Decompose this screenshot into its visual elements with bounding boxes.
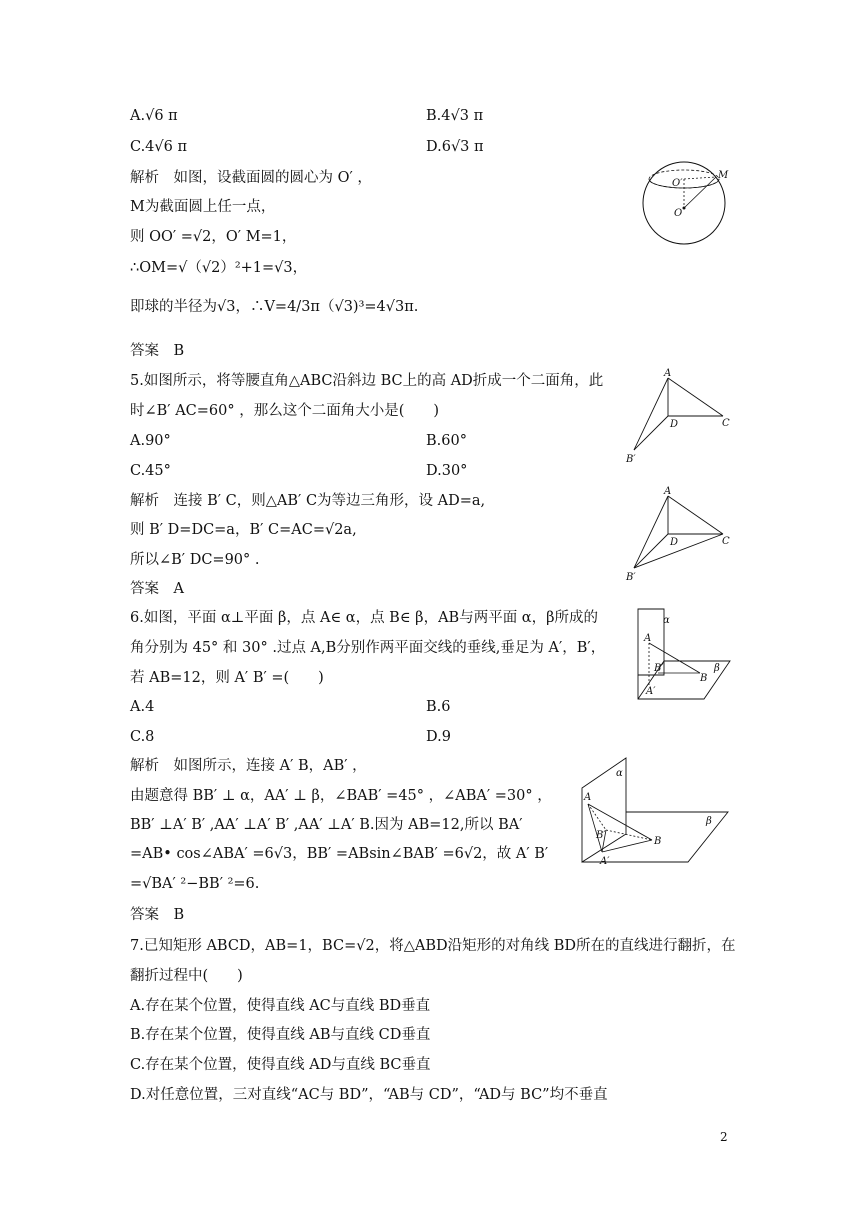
planes-solution-figure bbox=[576, 754, 736, 874]
figure-label: D bbox=[670, 537, 679, 548]
q6-option-c: C.8 bbox=[130, 729, 155, 745]
figure-label: A′ bbox=[646, 686, 656, 697]
q6-stem-line: 6.如图，平面 α⊥平面 β，点 A∈ α，点 B∈ β，AB与两平面 α，β所成的 bbox=[130, 610, 598, 626]
q7-stem-line: 翻折过程中( ) bbox=[130, 968, 243, 984]
figure-label: B′ bbox=[596, 830, 606, 841]
figure-label: α bbox=[616, 768, 623, 779]
q6-analysis-line: =√BA′ ²−BB′ ²=6. bbox=[130, 876, 260, 892]
q5-option-b: B.60° bbox=[426, 433, 467, 449]
q6-option-a: A.4 bbox=[130, 699, 155, 715]
q7-option: A.存在某个位置，使得直线 AC与直线 BD垂直 bbox=[130, 998, 431, 1014]
q5-stem-line: 5.如图所示，将等腰直角△ABC沿斜边 BC上的高 AD折成一个二面角，此 bbox=[130, 373, 604, 389]
figure-label: O bbox=[674, 208, 683, 219]
q7-option: D.对任意位置，三对直线“AC与 BD”，“AB与 CD”，“AD与 BC”均不垂直 bbox=[130, 1087, 608, 1103]
q4-option-c: C.4√6 π bbox=[130, 139, 188, 155]
q5-analysis-line: 所以∠B′ DC=90° . bbox=[130, 552, 260, 568]
figure-label: D bbox=[670, 419, 679, 430]
q5-analysis-line: 解析 连接 B′ C，则△AB′ C为等边三角形，设 AD=a, bbox=[130, 493, 486, 509]
q6-answer: 答案 B bbox=[130, 907, 185, 923]
figure-label: α bbox=[663, 615, 670, 626]
figure-label: B′ bbox=[654, 663, 664, 674]
dihedral-solution-figure bbox=[620, 484, 735, 584]
q6-analysis-line: =AB• cos∠ABA′ =6√3，BB′ =ABsin∠BAB′ =6√2，故 A′ B′ bbox=[130, 846, 549, 862]
figure-label: β bbox=[706, 816, 712, 827]
figure-label: A bbox=[664, 486, 672, 497]
q6-option-b: B.6 bbox=[426, 699, 451, 715]
q6-option-d: D.9 bbox=[426, 729, 451, 745]
q5-answer: 答案 A bbox=[130, 581, 184, 597]
figure-label: M bbox=[718, 170, 729, 181]
q4-analysis-line: ∴OM=√（√2）²+1=√3， bbox=[130, 260, 308, 276]
figure-label: B bbox=[654, 836, 662, 847]
dihedral-figure bbox=[620, 366, 735, 466]
q7-option: C.存在某个位置，使得直线 AD与直线 BC垂直 bbox=[130, 1057, 431, 1073]
figure-label: B bbox=[700, 673, 708, 684]
figure-label: B′ bbox=[626, 454, 636, 465]
q5-option-c: C.45° bbox=[130, 463, 171, 479]
q7-stem-line: 7.已知矩形 ABCD，AB=1，BC=√2，将△ABD沿矩形的对角线 BD所在的直线进行翻折，在 bbox=[130, 938, 736, 954]
q4-answer: 答案 B bbox=[130, 343, 185, 359]
q4-analysis-line: M为截面圆上任一点， bbox=[130, 199, 276, 215]
q4-analysis-line: 即球的半径为√3，∴V=4/3π（√3)³=4√3π. bbox=[130, 299, 419, 315]
figure-label: A bbox=[584, 792, 592, 803]
sphere-figure bbox=[636, 158, 736, 248]
q6-stem-line: 角分别为 45° 和 30° .过点 A,B分别作两平面交线的垂线,垂足为 A′，B′， bbox=[130, 640, 606, 656]
q4-option-a: A.√6 π bbox=[130, 108, 178, 124]
q5-analysis-line: 则 B′ D=DC=a，B′ C=AC=√2a, bbox=[130, 522, 357, 538]
q4-option-b: B.4√3 π bbox=[426, 108, 484, 124]
figure-label: B′ bbox=[626, 572, 636, 583]
figure-label: β bbox=[714, 663, 720, 674]
q7-option: B.存在某个位置，使得直线 AB与直线 CD垂直 bbox=[130, 1027, 431, 1043]
q5-stem-line: 时∠B′ AC=60° ，那么这个二面角大小是( ) bbox=[130, 403, 440, 419]
planes-figure bbox=[632, 603, 732, 703]
q6-analysis-line: BB′ ⊥A′ B′ ,AA′ ⊥A′ B′ ,AA′ ⊥A′ B.因为 AB=12,所以 BA′ bbox=[130, 817, 523, 833]
q5-option-d: D.30° bbox=[426, 463, 468, 479]
figure-label: A′ bbox=[600, 856, 610, 867]
figure-label: C bbox=[722, 418, 730, 429]
page-number: 2 bbox=[720, 1130, 728, 1144]
q6-stem-line: 若 AB=12，则 A′ B′ =( ) bbox=[130, 670, 324, 686]
q4-analysis-line: 则 OO′ =√2，O′ M=1， bbox=[130, 229, 297, 245]
figure-label: O′ bbox=[672, 178, 683, 189]
figure-label: A bbox=[644, 633, 652, 644]
q4-option-d: D.6√3 π bbox=[426, 139, 484, 155]
q6-analysis-line: 由题意得 BB′ ⊥ α，AA′ ⊥ β，∠BAB′ =45° ，∠ABA′ =30° ， bbox=[130, 788, 552, 804]
q6-analysis-line: 解析 如图所示，连接 A′ B，AB′ ， bbox=[130, 758, 367, 774]
q5-option-a: A.90° bbox=[130, 433, 171, 449]
q4-analysis-line: 解析 如图，设截面圆的圆心为 O′ ， bbox=[130, 170, 372, 186]
figure-label: C bbox=[722, 536, 730, 547]
figure-label: A bbox=[664, 368, 672, 379]
